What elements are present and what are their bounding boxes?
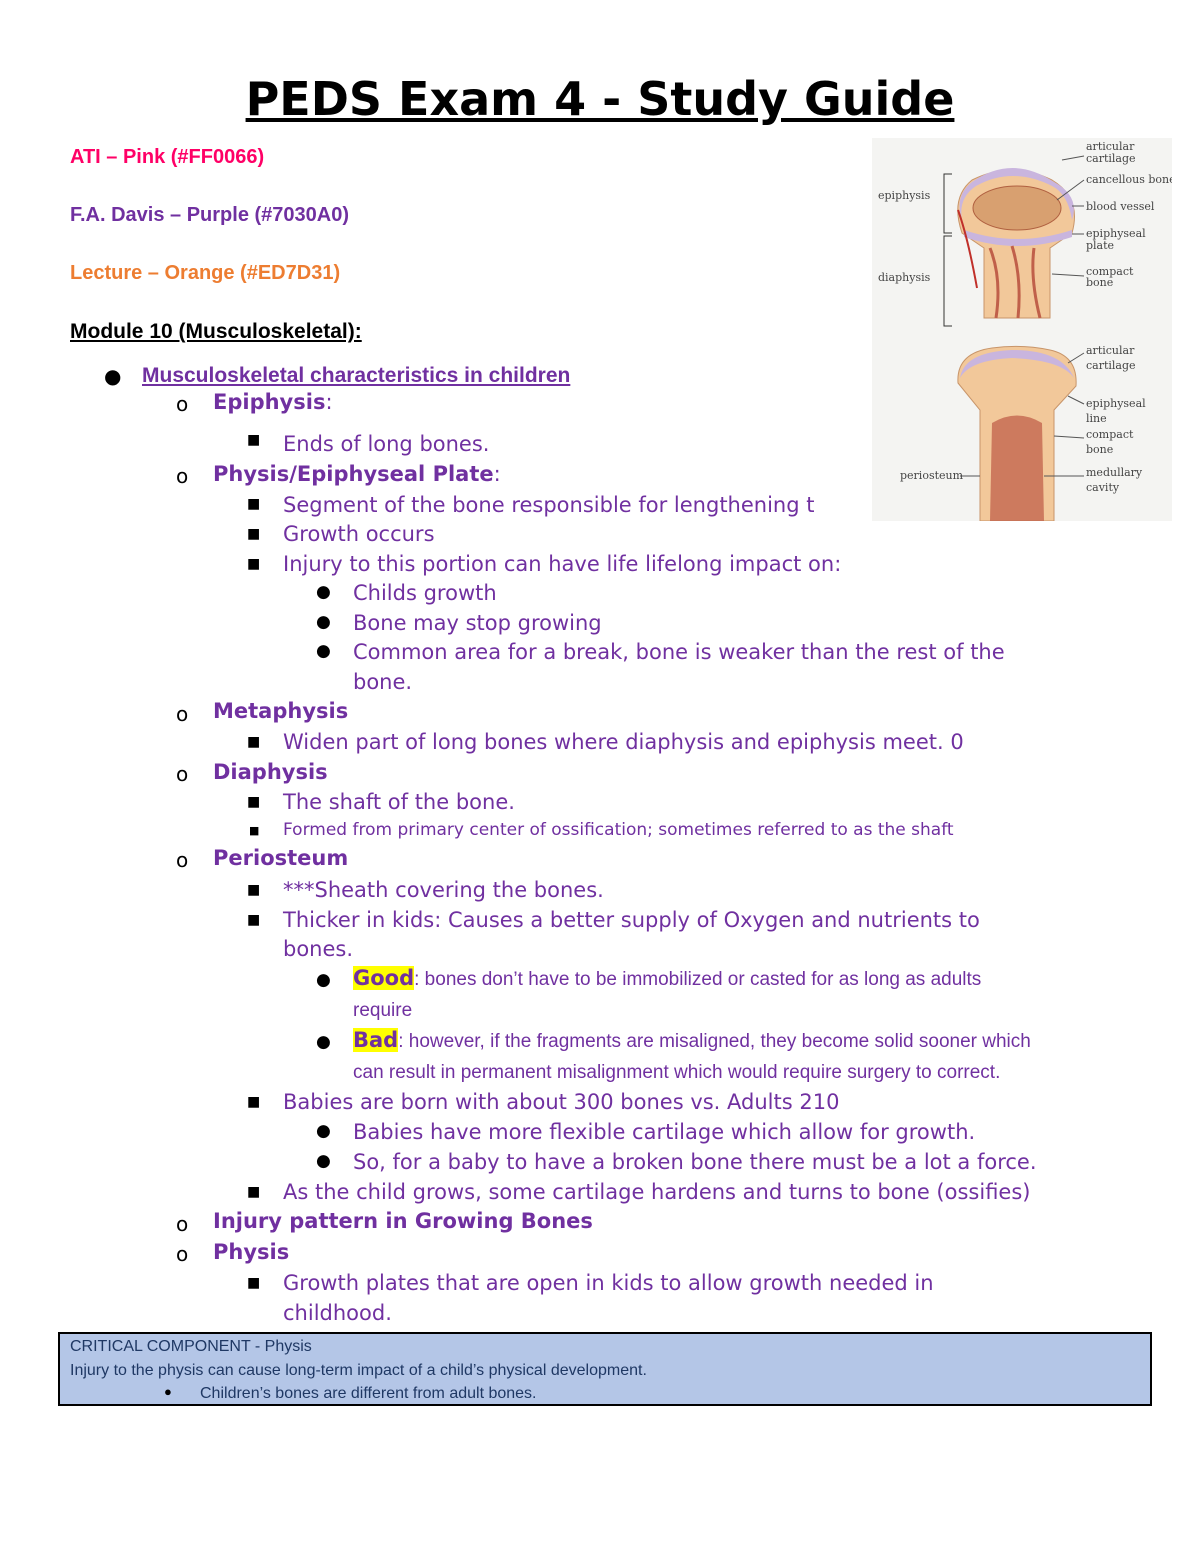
legend-lecture: Lecture – Orange (#ED7D31) <box>70 262 341 284</box>
periosteum-item: Thicker in kids: Causes a better supply of Oxygen and nutrients to <box>283 908 980 932</box>
cancellous-bone <box>973 186 1061 230</box>
leader-line <box>1068 353 1084 363</box>
callout-text: Injury to the physis can cause long-term impact of a child’s physical development. <box>70 1362 647 1379</box>
label-compact-lower: compact <box>1086 428 1134 441</box>
bullet-square: ■ <box>247 556 261 572</box>
physis-heading: Physis <box>213 1240 290 1264</box>
epiphysis-heading: Epiphysis: <box>213 390 333 414</box>
bullet-square: ■ <box>247 794 261 810</box>
bullet-square: ■ <box>247 496 261 512</box>
diaphysis-item: Formed from primary center of ossification; sometimes referred to as the shaft <box>283 820 954 840</box>
label-line: line <box>1086 412 1107 425</box>
label-epiphyseal: epiphyseal <box>1086 227 1146 240</box>
bullet-circle: o <box>176 762 189 786</box>
leader-line <box>1054 436 1084 438</box>
bullet-circle: o <box>176 464 189 488</box>
good-note: Good: bones don’t have to be immobilized or casted for as long as adults <box>353 966 982 990</box>
injury-pattern-heading: Injury pattern in Growing Bones <box>213 1209 593 1233</box>
bone-anatomy-figure <box>872 138 1172 521</box>
label-bone-lower: bone <box>1086 443 1114 456</box>
periosteum-item-continued: bones. <box>283 937 354 961</box>
label-compact: compact <box>1086 265 1134 278</box>
bullet-square: ■ <box>247 526 261 542</box>
physis-item-continued: childhood. <box>283 1301 392 1325</box>
legend-ati: ATI – Pink (#FF0066) <box>70 146 265 168</box>
impact-item-continued: bone. <box>353 670 413 694</box>
epiphysis-item: Ends of long bones. <box>283 432 490 456</box>
label-cavity: cavity <box>1086 481 1120 494</box>
label-cartilage: cartilage <box>1086 152 1136 165</box>
bones-sub-item: So, for a baby to have a broken bone there must be a lot a force. <box>353 1150 1037 1174</box>
impact-item: Bone may stop growing <box>353 611 602 635</box>
bullet-square: ■ <box>247 1184 261 1200</box>
topic-heading: Musculoskeletal characteristics in children <box>142 364 571 387</box>
callout-title: CRITICAL COMPONENT - Physis <box>70 1338 312 1355</box>
callout-bullet: Children’s bones are different from adult bones. <box>200 1385 537 1402</box>
physis-plate-item: Segment of the bone responsible for lengthening t <box>283 493 815 517</box>
physis-item: Growth plates that are open in kids to allow growth needed in <box>283 1271 934 1295</box>
label-articular-lower: articular <box>1086 344 1135 357</box>
bullet-disc: ● <box>164 1384 172 1399</box>
leader-line <box>1068 396 1084 404</box>
label-plate: plate <box>1086 239 1115 252</box>
impact-item: Common area for a break, bone is weaker than the rest of the <box>353 640 1005 664</box>
metaphysis-heading: Metaphysis <box>213 699 349 723</box>
leader-line <box>1052 274 1084 276</box>
bones-sub-item: Babies have more flexible cartilage which allow for growth. <box>353 1120 976 1144</box>
bullet-circle: o <box>176 1212 189 1236</box>
bullet-circle: o <box>176 702 189 726</box>
ossifies-item: As the child grows, some cartilage hardens and turns to bone (ossifies) <box>283 1180 1031 1204</box>
critical-component-box <box>58 1332 1152 1406</box>
label-articular: articular <box>1086 140 1135 153</box>
diaphysis-item: The shaft of the bone. <box>283 790 515 814</box>
label-bone: bone <box>1086 276 1114 289</box>
bullet-disc: ● <box>104 364 122 388</box>
label-epiphyseal-lower: epiphyseal <box>1086 397 1146 410</box>
medullary-cavity <box>990 416 1044 522</box>
bullet-disc: ● <box>316 641 331 661</box>
bullet-disc: ● <box>316 1151 331 1171</box>
module-heading: Module 10 (Musculoskeletal): <box>70 320 362 343</box>
good-note-continued: require <box>353 1000 413 1021</box>
bad-note-continued: can result in permanent misalignment which would require surgery to correct. <box>353 1062 1001 1083</box>
bullet-disc: ● <box>316 1032 331 1052</box>
bullet-square: ■ <box>247 432 261 448</box>
bullet-circle: o <box>176 848 189 872</box>
label-periosteum: periosteum <box>900 469 964 482</box>
diaphysis-bracket <box>944 236 952 326</box>
physis-plate-item: Growth occurs <box>283 522 435 546</box>
bad-note: Bad: however, if the fragments are misaligned, they become solid sooner which <box>353 1028 1031 1052</box>
physis-plate-item: Injury to this portion can have life lifelong impact on: <box>283 552 842 576</box>
bullet-square: ■ <box>247 1094 261 1110</box>
good-label: Good <box>353 966 415 990</box>
bullet-square: ■ <box>249 824 260 837</box>
bullet-square: ■ <box>247 1275 261 1291</box>
diaphysis-heading: Diaphysis <box>213 760 328 784</box>
bullet-disc: ● <box>316 582 331 602</box>
bullet-disc: ● <box>316 1121 331 1141</box>
label-epiphysis: epiphysis <box>878 189 931 202</box>
leader-line <box>1062 156 1084 160</box>
physis-plate-heading: Physis/Epiphyseal Plate: <box>213 462 501 486</box>
bad-label: Bad <box>353 1028 399 1052</box>
label-diaphysis: diaphysis <box>878 271 931 284</box>
periosteum-item: ***Sheath covering the bones. <box>283 878 604 902</box>
page-title: PEDS Exam 4 - Study Guide <box>245 72 955 126</box>
bullet-square: ■ <box>247 882 261 898</box>
bones-count-item: Babies are born with about 300 bones vs. Adults 210 <box>283 1090 840 1114</box>
periosteum-heading: Periosteum <box>213 846 349 870</box>
metaphysis-item: Widen part of long bones where diaphysis and epiphysis meet. 0 <box>283 730 964 754</box>
bullet-disc: ● <box>316 970 331 990</box>
epiphysis-bracket <box>944 174 952 233</box>
bone-diagram <box>872 138 1172 521</box>
bullet-square: ■ <box>247 912 261 928</box>
bullet-disc: ● <box>316 612 331 632</box>
label-blood-vessel: blood vessel <box>1086 200 1155 213</box>
bullet-square: ■ <box>247 734 261 750</box>
label-cartilage-lower: cartilage <box>1086 359 1136 372</box>
label-medullary: medullary <box>1086 466 1143 479</box>
bullet-circle: o <box>176 392 189 416</box>
bullet-circle: o <box>176 1242 189 1266</box>
label-cancellous-bone: cancellous bone <box>1086 173 1172 186</box>
impact-item: Childs growth <box>353 581 497 605</box>
legend-fa-davis: F.A. Davis – Purple (#7030A0) <box>70 204 350 226</box>
